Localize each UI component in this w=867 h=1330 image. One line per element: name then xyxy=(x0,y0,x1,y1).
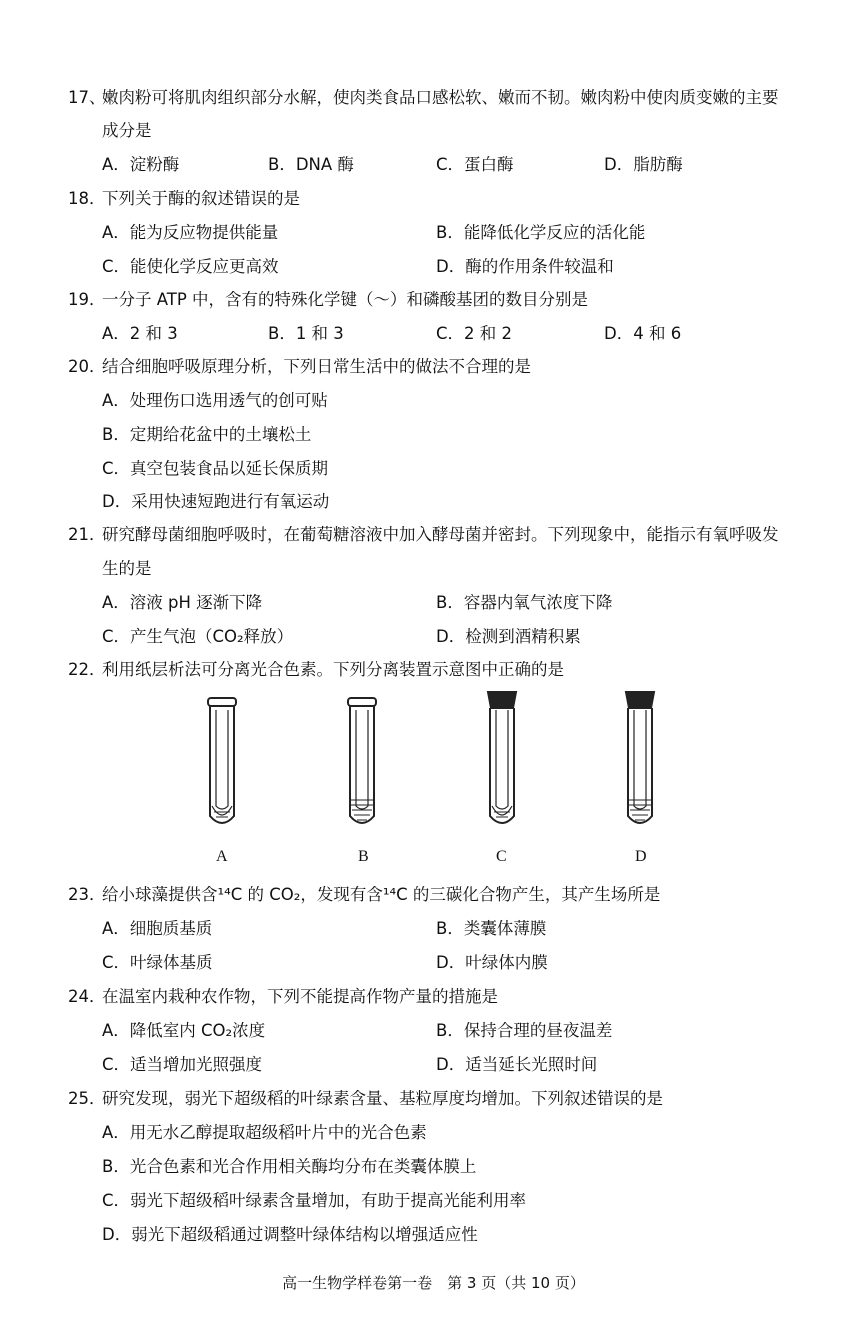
question-number: 18． xyxy=(68,189,106,208)
question-22 xyxy=(68,656,564,680)
page-footer: 高一生物学样卷第一卷 第 3 页（共 10 页） xyxy=(282,1274,585,1292)
question-stem: 一分子 ATP 中，含有的特殊化学键（～）和磷酸基团的数目分别是 xyxy=(102,290,589,309)
q24-option-b: B．保持合理的昼夜温差 xyxy=(436,1021,613,1040)
q25-option-a: A．用无水乙醇提取超级稻叶片中的光合色素 xyxy=(102,1123,427,1142)
question-21-stem-continued: 生的是 xyxy=(102,559,152,578)
question-number: 25． xyxy=(68,1089,106,1108)
q19-option-d: D．4 和 6 xyxy=(604,324,682,343)
question-24 xyxy=(68,983,498,1007)
q21-option-d: D．检测到酒精积累 xyxy=(436,627,581,646)
q23-option-a: A．细胞质基质 xyxy=(102,919,213,938)
question-stem: 给小球藻提供含¹⁴C 的 CO₂，发现有含¹⁴C 的三碳化合物产生，其产生场所是 xyxy=(102,885,661,904)
question-number: 21． xyxy=(68,525,106,544)
question-stem: 研究发现，弱光下超级稻的叶绿素含量、基粒厚度均增加。下列叙述错误的是 xyxy=(102,1089,663,1108)
question-number: 17、 xyxy=(68,88,106,107)
chromatography-tubes-figure xyxy=(190,688,690,838)
question-17-stem-continued: 成分是 xyxy=(102,121,152,140)
question-number: 22． xyxy=(68,660,106,679)
q18-option-c: C．能使化学反应更高效 xyxy=(102,257,279,276)
question-20 xyxy=(68,353,531,377)
question-number: 23． xyxy=(68,885,106,904)
q17-option-c: C．蛋白酶 xyxy=(436,155,514,174)
tube-label-b: B xyxy=(358,848,369,865)
question-number: 19． xyxy=(68,290,106,309)
q20-option-d: D．采用快速短跑进行有氧运动 xyxy=(102,492,330,511)
q21-option-a: A．溶液 pH 逐渐下降 xyxy=(102,593,263,612)
tube-label-d: D xyxy=(635,848,647,865)
question-18 xyxy=(68,185,300,209)
question-number: 24． xyxy=(68,987,106,1006)
q18-option-d: D．酶的作用条件较温和 xyxy=(436,257,614,276)
q20-option-b: B．定期给花盆中的土壤松土 xyxy=(102,425,312,444)
question-17 xyxy=(68,84,779,108)
question-stem: 下列关于酶的叙述错误的是 xyxy=(102,189,300,208)
q18-option-b: B．能降低化学反应的活化能 xyxy=(436,223,646,242)
q25-option-b: B．光合色素和光合作用相关酶均分布在类囊体膜上 xyxy=(102,1157,477,1176)
question-stem: 嫩肉粉可将肌肉组织部分水解，使肉类食品口感松软、嫩而不韧。嫩肉粉中使肉质变嫩的主要 xyxy=(102,88,779,107)
tube-d xyxy=(626,692,654,823)
q17-option-a: A．淀粉酶 xyxy=(102,155,180,174)
q17-option-d: D．脂肪酶 xyxy=(604,155,683,174)
q25-option-c: C．弱光下超级稻叶绿素含量增加，有助于提高光能利用率 xyxy=(102,1191,527,1210)
tube-b xyxy=(348,698,376,823)
question-stem: 利用纸层析法可分离光合色素。下列分离装置示意图中正确的是 xyxy=(102,660,564,679)
question-number: 20． xyxy=(68,357,106,376)
tube-label-c: C xyxy=(496,848,507,865)
q17-option-b: B．DNA 酶 xyxy=(268,155,354,174)
q24-option-c: C．适当增加光照强度 xyxy=(102,1055,263,1074)
q18-option-a: A．能为反应物提供能量 xyxy=(102,223,279,242)
q24-option-d: D．适当延长光照时间 xyxy=(436,1055,598,1074)
tube-label-a: A xyxy=(216,848,228,865)
q19-option-a: A．2 和 3 xyxy=(102,324,178,343)
question-stem: 结合细胞呼吸原理分析，下列日常生活中的做法不合理的是 xyxy=(102,357,531,376)
q24-option-a: A．降低室内 CO₂浓度 xyxy=(102,1021,266,1040)
q20-option-a: A．处理伤口选用透气的创可贴 xyxy=(102,391,328,410)
q23-option-b: B．类囊体薄膜 xyxy=(436,919,547,938)
q20-option-c: C．真空包装食品以延长保质期 xyxy=(102,459,329,478)
question-19 xyxy=(68,286,588,310)
question-stem: 研究酵母菌细胞呼吸时，在葡萄糖溶液中加入酵母菌并密封。下列现象中，能指示有氧呼吸发 xyxy=(102,525,779,544)
q21-option-c: C．产生气泡（CO₂释放） xyxy=(102,627,294,646)
question-21 xyxy=(68,521,779,545)
tube-c xyxy=(488,692,516,823)
question-25 xyxy=(68,1085,663,1109)
question-stem: 在温室内栽种农作物，下列不能提高作物产量的措施是 xyxy=(102,987,498,1006)
q21-option-b: B．容器内氧气浓度下降 xyxy=(436,593,613,612)
q19-option-c: C．2 和 2 xyxy=(436,324,513,343)
q19-option-b: B．1 和 3 xyxy=(268,324,344,343)
tube-a xyxy=(208,698,236,823)
q23-option-c: C．叶绿体基质 xyxy=(102,953,213,972)
question-23 xyxy=(68,881,660,905)
q23-option-d: D．叶绿体内膜 xyxy=(436,953,548,972)
q25-option-d: D．弱光下超级稻通过调整叶绿体结构以增强适应性 xyxy=(102,1225,478,1244)
